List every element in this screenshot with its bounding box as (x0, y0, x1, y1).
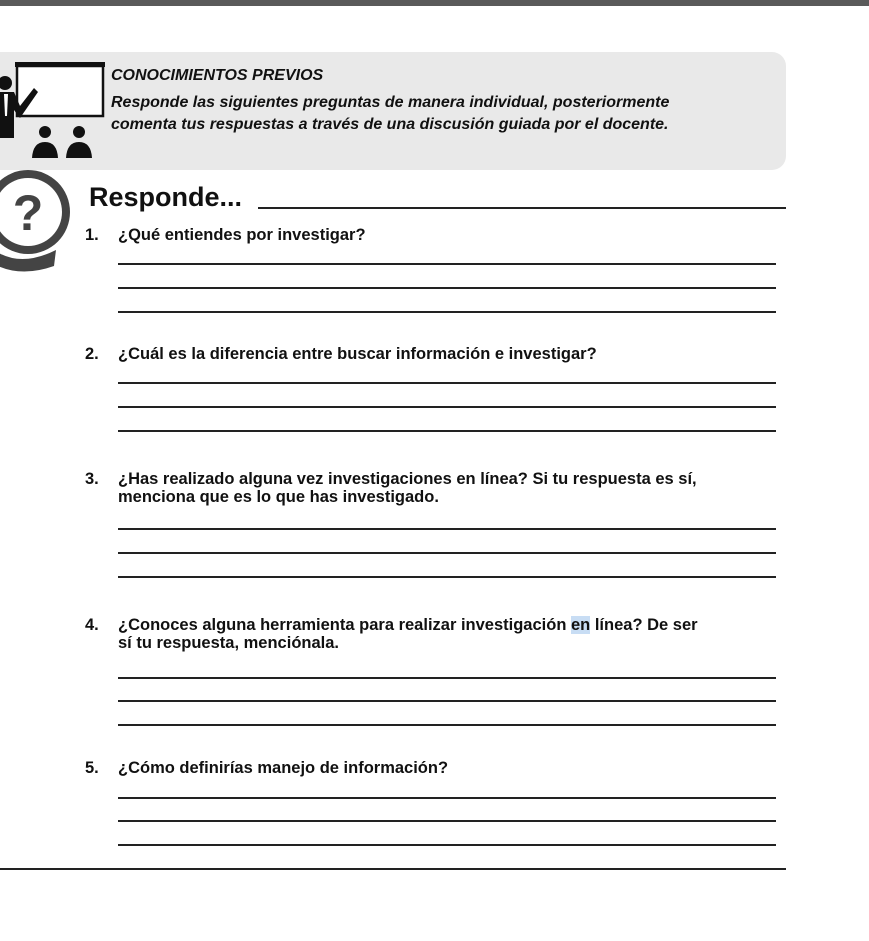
question-number: 1. (85, 226, 99, 244)
question-2 (85, 345, 597, 364)
question-mark-bubble-icon (0, 168, 78, 272)
svg-text:?: ? (12, 185, 44, 241)
answer-line[interactable] (118, 287, 776, 289)
selected-text-highlight[interactable]: en (571, 616, 591, 634)
answer-line[interactable] (118, 552, 776, 554)
question-text: ¿Cuál es la diferencia entre buscar información e investigar? (118, 345, 597, 363)
page-heading: Responde... (89, 182, 243, 212)
question-text-continued: menciona que es lo que has investigado. (118, 488, 439, 506)
question-text: ¿Has realizado alguna vez investigaciones en línea? Si tu respuesta es sí, (118, 470, 697, 488)
question-number: 5. (85, 759, 99, 777)
answer-line[interactable] (118, 311, 776, 313)
question-1 (85, 226, 366, 245)
question-3 (85, 470, 697, 489)
question-text-part: ¿Conoces alguna herramienta para realizar investigación (118, 616, 571, 634)
answer-line[interactable] (118, 263, 776, 265)
answer-line[interactable] (118, 724, 776, 726)
answer-line[interactable] (118, 677, 776, 679)
question-text-part: línea? De ser (590, 616, 698, 634)
answer-line[interactable] (118, 844, 776, 846)
answer-line[interactable] (118, 576, 776, 578)
teacher-presentation-icon (0, 58, 106, 166)
answer-line[interactable] (118, 406, 776, 408)
heading-rule (258, 207, 786, 209)
top-bar (0, 0, 869, 6)
banner-instructions-line-1: Responde las siguientes preguntas de manera individual, posteriormente (111, 94, 670, 111)
answer-line[interactable] (118, 820, 776, 822)
question-number: 4. (85, 616, 99, 634)
question-text (118, 616, 698, 635)
answer-line[interactable] (118, 430, 776, 432)
answer-line[interactable] (118, 528, 776, 530)
bottom-rule (0, 868, 786, 870)
question-4 (85, 616, 698, 635)
question-number: 2. (85, 345, 99, 363)
question-5 (85, 759, 448, 778)
answer-line[interactable] (118, 797, 776, 799)
answer-line[interactable] (118, 700, 776, 702)
answer-line[interactable] (118, 382, 776, 384)
question-number: 3. (85, 470, 99, 488)
question-text: ¿Cómo definirías manejo de información? (118, 759, 449, 777)
banner-title: CONOCIMIENTOS PREVIOS (111, 67, 324, 84)
question-text-continued: sí tu respuesta, menciónala. (118, 634, 339, 652)
question-text: ¿Qué entiendes por investigar? (118, 226, 366, 244)
banner-instructions-line-2: comenta tus respuestas a través de una discusión guiada por el docente. (111, 116, 669, 133)
